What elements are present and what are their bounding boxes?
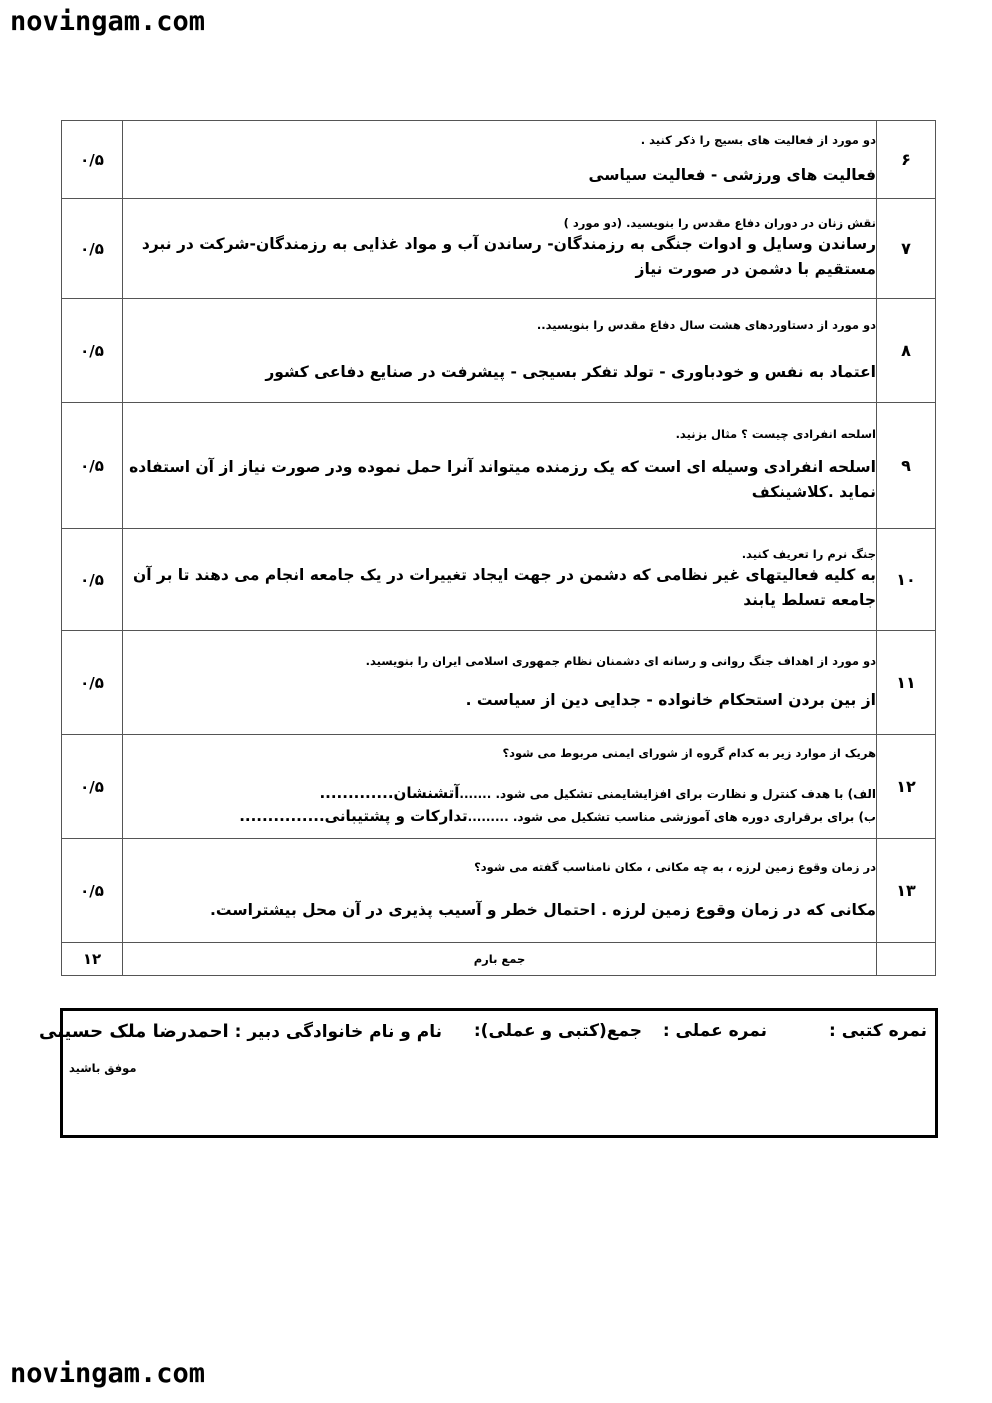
question-row-6 — [62, 121, 936, 199]
question-cell — [123, 529, 877, 631]
teacher-label: نام و نام خانوادگی دبیر : — [234, 1022, 442, 1042]
written-grade-label: نمره کتبی : — [829, 1021, 927, 1041]
question-row-8 — [62, 299, 936, 403]
question-score: ۰/۵ — [62, 735, 123, 839]
answer-text: فعالیت های ورزشی - فعالیت سیاسی — [588, 165, 876, 184]
question-number: ۱۳ — [877, 839, 936, 943]
total-grade-label: جمع(کتبی و عملی): — [473, 1021, 642, 1041]
question-text: جنگ نرم را تعریف کنید. — [741, 547, 876, 561]
question-cell — [123, 121, 877, 199]
answer-text: رساندن وسایل و ادوات جنگی به رزمندگان- رساندن آب و مواد غذایی به رزمندگان-شرکت در نبرد مستقیم با دشمن در صورت نیاز — [141, 235, 876, 278]
question-score: ۰/۵ — [62, 199, 123, 299]
question-score: ۰/۵ — [62, 631, 123, 735]
question-row-11 — [62, 631, 936, 735]
site-watermark-top: novingam.com — [10, 6, 206, 37]
question-cell — [123, 631, 877, 735]
sub-item-a-answer: آتشنشان............. — [319, 784, 460, 802]
practical-grade-label: نمره عملی : — [662, 1021, 767, 1041]
question-row-13 — [62, 839, 936, 943]
question-number: ۱۰ — [877, 529, 936, 631]
question-number: ۱۱ — [877, 631, 936, 735]
sub-item-a — [123, 782, 876, 805]
question-row-9 — [62, 403, 936, 529]
question-score: ۰/۵ — [62, 403, 123, 529]
question-score: ۰/۵ — [62, 121, 123, 199]
question-text: دو مورد از فعالیت های بسیج را ذکر کنید . — [640, 132, 876, 147]
good-luck-text: موفق باشید — [69, 1061, 137, 1075]
answer-text: به کلیه فعالیتهای غیر نظامی که دشمن در جهت ایجاد تغییرات در یک جامعه انجام می دهند تا بر آن جامعه تسلط یابند — [132, 566, 876, 609]
question-cell — [123, 403, 877, 529]
question-number: ۷ — [877, 199, 936, 299]
total-label: جمع بارم — [123, 943, 877, 976]
sub-item-a-text: الف) با هدف کنترل و نظارت برای افزایشایمنی تشکیل می شود. ....... — [459, 787, 876, 801]
question-score: ۰/۵ — [62, 839, 123, 943]
sub-item-b-text: ب) برای برقراری دوره های آموزشی مناسب تشکیل می شود. ......... — [467, 810, 876, 824]
question-number: ۶ — [877, 121, 936, 199]
question-row-7 — [62, 199, 936, 299]
question-number: ۸ — [877, 299, 936, 403]
answer-text: اعتماد به نفس و خودباوری - تولد تفکر بسیجی - پیشرفت در صنایع دفاعی کشور — [265, 362, 876, 381]
question-cell — [123, 299, 877, 403]
question-row-12 — [62, 735, 936, 839]
question-text: دو مورد از اهداف جنگ روانی و رسانه ای دشمنان نظام جمهوری اسلامی ایران را بنویسید. — [365, 653, 876, 668]
question-row-10 — [62, 529, 936, 631]
sub-item-b — [123, 805, 876, 828]
answer-text: از بین بردن استحکام خانواده - جدایی دین از سیاست . — [465, 690, 876, 709]
sub-item-b-answer: تدارکات و پشتیبانی............... — [239, 807, 468, 825]
question-cell — [123, 199, 877, 299]
question-cell — [123, 839, 877, 943]
question-number: ۹ — [877, 403, 936, 529]
question-text: در زمان وقوع زمین لرزه ، به چه مکانی ، مکان نامناسب گفته می شود؟ — [474, 859, 876, 874]
question-text: هریک از موارد زیر به کدام گروه از شورای ایمنی مربوط می شود؟ — [502, 746, 876, 760]
total-row — [62, 943, 936, 976]
questions-table — [61, 120, 936, 976]
total-score: ۱۲ — [62, 943, 123, 976]
answer-text: مکانی که در زمان وقوع زمین لرزه . احتمال خطر و آسیب پذیری در آن محل بیشتراست. — [210, 900, 876, 919]
question-cell — [123, 735, 877, 839]
question-score: ۰/۵ — [62, 529, 123, 631]
question-score: ۰/۵ — [62, 299, 123, 403]
question-text: اسلحه انفرادی چیست ؟ مثال بزنید. — [675, 427, 876, 441]
grade-footer-row — [38, 1021, 927, 1051]
grade-footer-box — [38, 1008, 938, 1138]
question-text: دو مورد از دستاوردهای هشت سال دفاع مقدس را بنویسید.. — [536, 317, 876, 332]
total-empty-cell — [877, 943, 936, 976]
teacher-name: احمدرضا ملک حسینی — [38, 1021, 229, 1042]
answer-text: اسلحه انفرادی وسیله ای است که یک رزمنده میتواند آنرا حمل نموده ودر صورت نیاز از آن استفاده نماید .کلاشینکف — [129, 458, 876, 501]
teacher-info — [39, 1021, 442, 1042]
site-watermark-bottom: novingam.com — [10, 1358, 206, 1389]
question-number: ۱۲ — [877, 735, 936, 839]
question-text: نقش زنان در دوران دفاع مقدس را بنویسید. (دو مورد ) — [563, 216, 876, 230]
